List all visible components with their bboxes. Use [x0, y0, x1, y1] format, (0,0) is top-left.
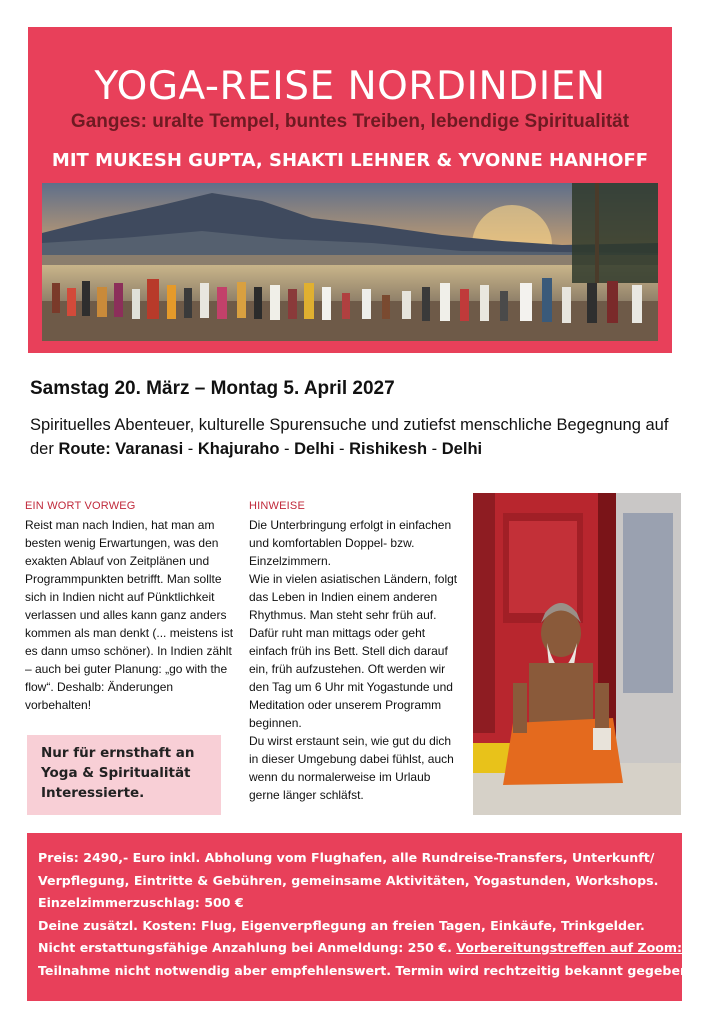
price-line: Preis: 2490,- Euro inkl. Abholung vom Flughafen, alle Rundreise-Transfers, Unterkunft/: [38, 850, 655, 865]
route-stop: Rishikesh: [349, 440, 428, 458]
header-banner: [28, 27, 672, 353]
deposit-line: [38, 937, 683, 960]
route-separator: -: [427, 440, 442, 458]
page-title: YOGA-REISE NORDINDIEN: [94, 64, 606, 109]
ganges-photo: [42, 183, 658, 341]
audience-note-text: Nur für ernsthaft an Yoga & Spiritualität Interessierte.: [41, 745, 195, 801]
intro-sentence: Spirituelles Abenteuer, kulturelle Spurensuche und zutiefst menschliche Begegnung auf der: [30, 416, 669, 458]
hinweise-paragraph: Wie in vielen asiatischen Ländern, folgt das Leben in Indien einem anderen Rhythmus. Man steht sehr früh auf. Dafür ruht man mittags oder geht einfach früh ins Bett. Stell dich darauf ein, früh aufzustehen. Oft werden wir den Tag um 6 Uhr mit Yogastunde und Meditation oder unserem Programm beginnen.: [249, 572, 458, 730]
route-separator: -: [183, 440, 198, 458]
hinweise-paragraph: Die Unterbringung erfolgt in einfachen und komfortablen Doppel- bzw. Einzelzimmern.: [249, 518, 452, 568]
ganges-photo-illustration: [42, 183, 658, 341]
section-text-hinweise: [249, 516, 459, 804]
route-stop: Khajuraho: [197, 440, 280, 458]
zoom-note-line: Teilnahme nicht notwendig aber empfehlenswert. Termin wird rechtzeitig bekannt gegeben.: [38, 962, 694, 978]
travel-dates: Samstag 20. März – Montag 5. April 2027: [30, 378, 395, 399]
additional-costs-line: Deine zusätzl. Kosten: Flug, Eigenverpflegung an freien Tagen, Einkäufe, Trinkgelder.: [38, 917, 645, 933]
route-stop: Varanasi: [115, 440, 184, 458]
intro-text: [30, 413, 690, 461]
sadhu-photo: [473, 493, 681, 815]
included-services-line: Verpflegung, Eintritte & Gebühren, gemeinsame Aktivitäten, Yogastunden, Workshops.: [38, 872, 659, 888]
zoom-meeting-link[interactable]: Vorbereitungstreffen auf Zoom:: [456, 940, 683, 955]
single-room-surcharge-line: Einzelzimmerzuschlag: 500 €: [38, 895, 244, 910]
route-separator: -: [334, 440, 350, 458]
section-heading-hinweise: HINWEISE: [249, 500, 305, 512]
sadhu-photo-illustration: [473, 493, 681, 815]
route-label: Route:: [58, 440, 111, 458]
route-separator: -: [279, 440, 295, 458]
price-info-text: [38, 847, 694, 982]
audience-note-box: [27, 735, 221, 815]
section-heading-vorweg: EIN WORT VORWEG: [25, 500, 136, 512]
hinweise-paragraph: Du wirst erstaunt sein, wie gut du dich in dieser Umgebung dabei fühlst, auch wenn du normalerweise im Urlaub gerne länger schläfst.: [249, 734, 454, 802]
route-stop: Delhi: [441, 440, 483, 458]
route-stop: Delhi: [294, 440, 335, 458]
leaders-line: MIT MUKESH GUPTA, SHAKTI LEHNER & YVONNE HANHOFF: [51, 150, 649, 171]
section-text-vorweg: Reist man nach Indien, hat man am besten wenig Erwartungen, was den exakten Ablauf von Zeitplänen und Programmpunkten betrifft. Man sollte sich in Indien nicht auf Pünktlichkeit verlassen und alles kann ganz anders kommen als man denkt (... meistens ist es dann umso schöner). In Indien zählt – auch bei guter Planung: „go with the flow“. Deshalb: Änderungen vorbehalten!: [25, 518, 234, 712]
price-info-box: [27, 833, 694, 1001]
page-subtitle: Ganges: uralte Tempel, buntes Treiben, lebendige Spiritualität: [70, 111, 630, 132]
deposit-text: Nicht erstattungsfähige Anzahlung bei Anmeldung: 250 €.: [38, 940, 452, 955]
